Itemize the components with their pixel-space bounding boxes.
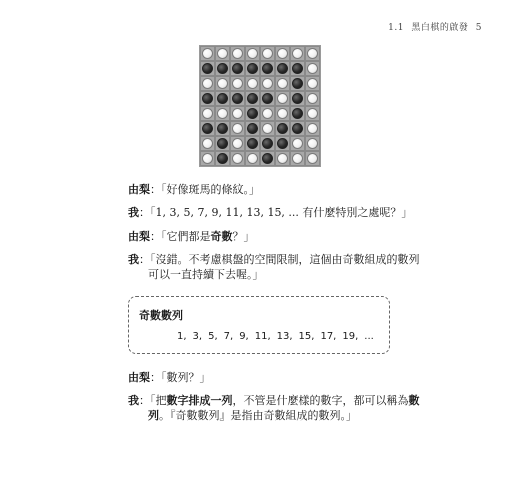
white-disc [292,138,303,149]
odd-sequence [177,331,380,342]
page-number: 5 [475,23,482,33]
emphasis-text: 列 [148,409,159,422]
black-disc [202,123,213,134]
black-disc [262,138,273,149]
emphasis-text: 數字排成一列 [166,394,233,407]
board-cell [245,91,260,106]
white-disc [232,78,243,89]
white-disc [277,93,288,104]
quote-close: 」 [401,206,413,219]
white-disc [232,123,243,134]
board-cell [290,106,305,121]
quote-close: 」 [252,268,264,281]
black-disc [247,63,258,74]
dialogue-line-3 [128,230,255,244]
black-disc [262,153,273,164]
white-disc [307,93,318,104]
board-cell [260,151,275,166]
dialogue-text: 可以一直持續下去喔。 [148,268,253,281]
white-disc [262,48,273,59]
board-cell [215,46,230,61]
board-cell [260,121,275,136]
white-disc [292,48,303,59]
board-cell [290,121,305,136]
board-cell [290,136,305,151]
dialogue-line-4-cont [148,268,264,282]
board-cell [275,151,290,166]
quote-open: ：「 [150,230,167,243]
speaker-name: 由梨 [128,371,150,384]
board-cell [200,106,215,121]
sequence-term: 17, [320,331,337,342]
board-cell [215,61,230,76]
board-cell [260,61,275,76]
white-disc [307,108,318,119]
board-cell [275,136,290,151]
black-disc [247,93,258,104]
board-cell [305,76,320,91]
quote-close: 」 [243,230,255,243]
black-disc [217,93,228,104]
board-cell [230,136,245,151]
dialogue-text: 沒錯。不考慮棋盤的空間限制，這個由奇數組成的數列 [155,253,420,266]
board-cell [230,61,245,76]
board-cell [290,61,305,76]
black-disc [247,138,258,149]
board-cell [260,91,275,106]
chapter-title: 黑白棋的啟發 [411,23,469,33]
board-cell [305,136,320,151]
white-disc [277,78,288,89]
section-number: 1.1 [388,23,404,33]
white-disc [307,63,318,74]
board-cell [200,46,215,61]
black-disc [232,93,243,104]
board-cell [275,121,290,136]
white-disc [202,48,213,59]
board-cell [230,76,245,91]
quote-open: ：「 [150,183,167,196]
white-disc [202,138,213,149]
board-cell [245,151,260,166]
black-disc [217,63,228,74]
board-cell [200,121,215,136]
dialogue-line-2 [128,206,412,220]
white-disc [307,78,318,89]
dialogue-line-6-cont [148,409,357,423]
board-cell [245,106,260,121]
black-disc [277,63,288,74]
quote-open: ：「 [150,371,167,384]
white-disc [307,123,318,134]
black-disc [292,78,303,89]
sequence-term: 13, [276,331,293,342]
sequence-term: 19, [342,331,359,342]
quote-close: 」 [249,183,260,196]
board-cell [230,151,245,166]
emphasis-text: 奇數 [210,230,233,243]
board-cell [305,61,320,76]
dialogue-text: 它們都是 [166,230,211,243]
black-disc [202,63,213,74]
dialogue-text: ，不管是什麼樣的數字，都可以稱為 [232,394,409,407]
sequence-term: 9, [239,331,249,342]
black-disc [217,153,228,164]
dialogue-text: ？ [232,230,244,243]
white-disc [232,153,243,164]
board-cell [275,46,290,61]
white-disc [277,153,288,164]
board-cell [305,151,320,166]
dialogue-text: 好像斑馬的條紋。 [166,183,249,196]
quote-open: ：「 [139,394,156,407]
white-disc [292,153,303,164]
speaker-name: 我 [128,394,139,407]
board-cell [200,151,215,166]
white-disc [247,78,258,89]
board-cell [305,46,320,61]
board-cell [200,136,215,151]
white-disc [232,108,243,119]
board-cell [215,91,230,106]
board-cell [245,61,260,76]
speaker-name: 由梨 [128,183,150,196]
board-cell [290,76,305,91]
black-disc [292,93,303,104]
board-cell [305,91,320,106]
board-cell [215,106,230,121]
board-cell [230,91,245,106]
board-cell [290,46,305,61]
black-disc [262,93,273,104]
board-cell [245,121,260,136]
board-cell [290,151,305,166]
black-disc [247,123,258,134]
black-disc [217,138,228,149]
dialogue-line-6 [128,394,420,408]
board-cell [260,106,275,121]
white-disc [262,108,273,119]
othello-board [199,45,321,167]
dialogue-line-1 [128,183,260,197]
white-disc [217,48,228,59]
black-disc [292,123,303,134]
white-disc [217,108,228,119]
white-disc [202,108,213,119]
quote-close: 」 [346,409,357,422]
board-cell [245,46,260,61]
board-cell [215,76,230,91]
sequence-term: 7, [223,331,234,342]
black-disc [232,63,243,74]
board-cell [230,106,245,121]
white-disc [232,48,243,59]
speaker-name: 由梨 [128,230,150,243]
dialogue-text: 。『奇數數列』是指由奇數組成的數列。 [159,409,346,422]
board-cell [230,121,245,136]
white-disc [202,153,213,164]
board-cell [275,106,290,121]
sequence-term: ... [364,331,374,342]
board-cell [215,136,230,151]
board-cell [290,91,305,106]
black-disc [277,123,288,134]
sequence-term: 1, [177,331,187,342]
dialogue-line-5 [128,371,211,385]
speaker-name: 我 [128,206,139,219]
board-cell [305,106,320,121]
dialogue-text: 數列？ [166,371,200,384]
box-title: 奇數數列 [139,309,183,322]
board-cell [215,121,230,136]
quote-open: ：「 [139,253,156,266]
board-cell [305,121,320,136]
white-disc [232,138,243,149]
board-cell [230,46,245,61]
black-disc [202,93,213,104]
emphasis-text: 數 [408,394,420,407]
board-cell [215,151,230,166]
white-disc [217,78,228,89]
sequence-term: 3, [192,331,203,342]
board-cell [260,46,275,61]
speaker-name: 我 [128,253,139,266]
definition-box [128,296,390,354]
sequence-term: 5, [208,331,218,342]
dialogue-text: 1, 3, 5, 7, 9, 11, 13, 15, ... 有什麼特別之處呢？ [155,206,402,219]
white-disc [277,48,288,59]
quote-open: ：「 [139,206,156,219]
black-disc [217,123,228,134]
board-cell [245,136,260,151]
black-disc [277,138,288,149]
white-disc [307,48,318,59]
white-disc [307,153,318,164]
board-cell [200,91,215,106]
white-disc [247,153,258,164]
board-cell [245,76,260,91]
dialogue-line-4 [128,253,420,267]
quote-close: 」 [199,371,211,384]
black-disc [292,63,303,74]
white-disc [277,108,288,119]
dialogue-text: 把 [155,394,167,407]
board-cell [200,61,215,76]
black-disc [262,63,273,74]
white-disc [262,78,273,89]
sequence-term: 15, [298,331,315,342]
board-cell [275,76,290,91]
white-disc [247,48,258,59]
running-header [384,20,482,33]
sequence-term: 11, [254,331,271,342]
black-disc [247,108,258,119]
board-cell [200,76,215,91]
board-cell [260,136,275,151]
board-cell [275,91,290,106]
board-cell [260,76,275,91]
white-disc [202,78,213,89]
white-disc [307,138,318,149]
black-disc [292,108,303,119]
white-disc [262,123,273,134]
board-cell [275,61,290,76]
